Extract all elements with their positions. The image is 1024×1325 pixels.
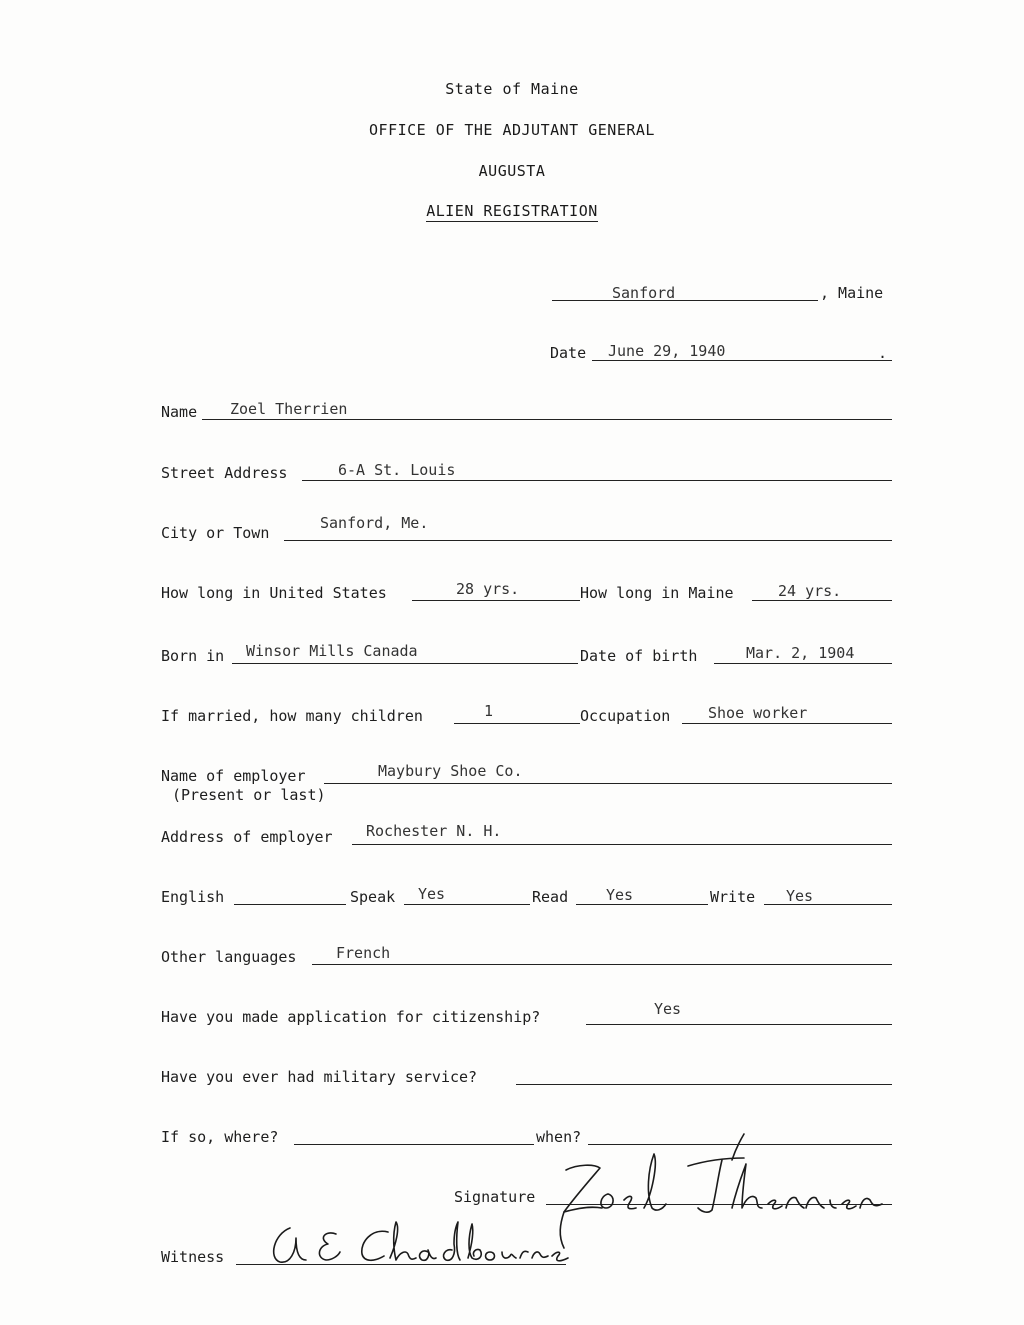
read-value: Yes [606,886,634,904]
english-line [234,904,346,905]
citizenship-label: Have you made application for citizenship? [161,1008,541,1026]
maine-time-value: 24 yrs. [778,582,842,600]
other-languages-line [312,964,892,965]
street-value: 6-A St. Louis [338,461,456,479]
location-line [552,300,818,301]
born-label: Born in [161,647,225,665]
citizenship-value: Yes [654,1000,682,1018]
military-label: Have you ever had military service? [161,1068,478,1086]
date-value: June 29, 1940 [608,342,726,360]
english-label: English [161,888,225,906]
name-line [202,419,892,420]
us-time-label: How long in United States [161,584,387,602]
speak-line [404,904,530,905]
dob-label: Date of birth [580,647,698,665]
employer-label: Name of employer [161,767,306,785]
write-value: Yes [786,887,814,905]
dob-line [714,663,892,664]
date-line [592,360,892,361]
employer-sublabel: (Present or last) [172,786,326,804]
date-label: Date [550,344,587,362]
children-label: If married, how many children [161,707,423,725]
speak-label: Speak [350,888,396,906]
street-label: Street Address [161,464,288,482]
occupation-line [682,723,892,724]
signature-label: Signature [454,1188,536,1206]
other-languages-value: French [336,944,391,962]
military-line [516,1084,892,1085]
employer-value: Maybury Shoe Co. [378,762,523,780]
state-heading: State of Maine [445,80,579,98]
born-value: Winsor Mills Canada [246,642,418,660]
speak-value: Yes [418,885,446,903]
children-value: 1 [484,702,494,720]
name-label: Name [161,403,198,421]
write-label: Write [710,888,756,906]
employer-line [324,783,892,784]
maine-time-label: How long in Maine [580,584,734,602]
write-line [764,904,892,905]
occupation-label: Occupation [580,707,671,725]
dob-value: Mar. 2, 1904 [746,644,855,662]
city-value: Sanford, Me. [320,514,429,532]
employer-address-value: Rochester N. H. [366,822,502,840]
born-line [232,663,578,664]
children-line [454,723,580,724]
maine-time-line [752,600,892,601]
read-label: Read [532,888,569,906]
location-suffix: , Maine [820,284,884,302]
where-line [294,1144,534,1145]
name-value: Zoel Therrien [230,400,348,418]
read-line [576,904,708,905]
employer-address-label: Address of employer [161,828,333,846]
citizenship-line [586,1024,892,1025]
form-title: ALIEN REGISTRATION [426,202,598,220]
city-label: City or Town [161,524,270,542]
us-time-value: 28 yrs. [456,580,520,598]
street-line [302,480,892,481]
signature-handwriting [548,1124,892,1254]
witness-handwriting [262,1214,572,1274]
occupation-value: Shoe worker [708,704,808,722]
office-heading: OFFICE OF THE ADJUTANT GENERAL [369,121,655,139]
where-label: If so, where? [161,1128,279,1146]
us-time-line [412,600,580,601]
date-period: . [878,344,888,362]
location-value: Sanford [612,284,676,302]
when-label: when? [536,1128,582,1146]
employer-address-line [352,844,892,845]
witness-label: Witness [161,1248,225,1266]
city-heading: AUGUSTA [478,162,546,180]
city-line [284,540,892,541]
other-languages-label: Other languages [161,948,297,966]
